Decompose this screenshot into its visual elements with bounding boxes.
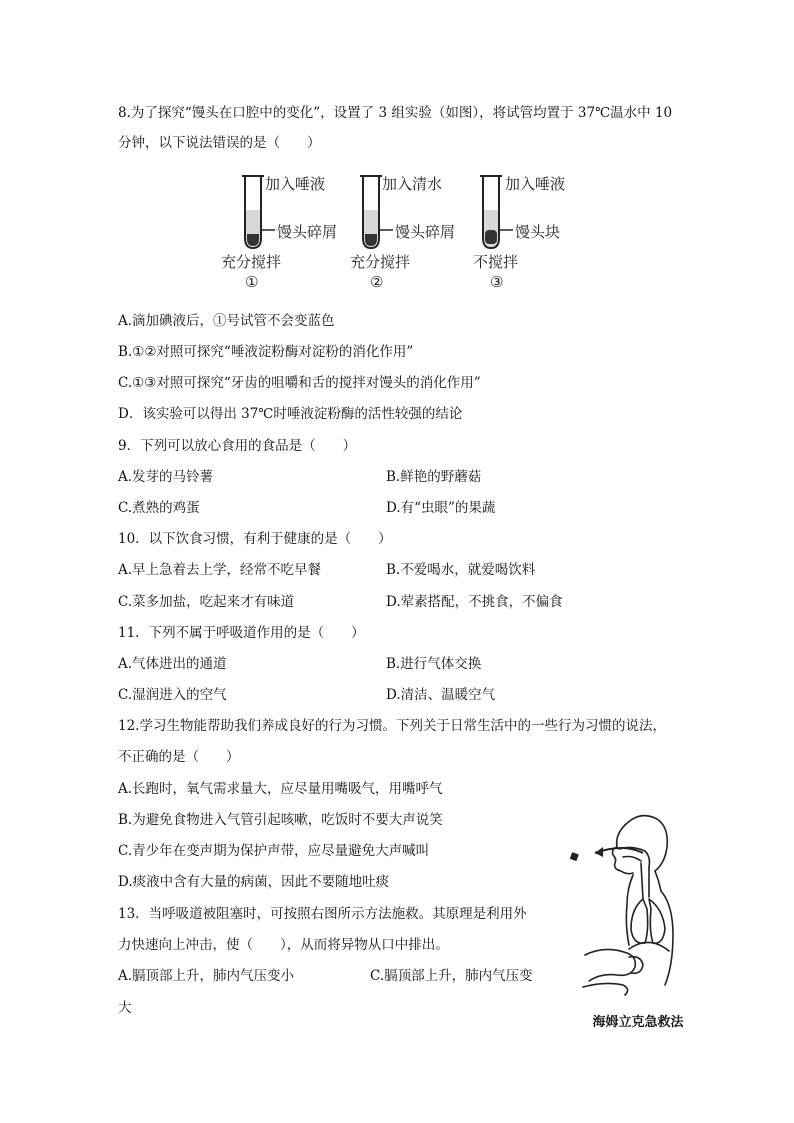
q10-option-d: D.荤素搭配，不挑食，不偏食 bbox=[386, 594, 563, 610]
q10-stem: 10．以下饮食习惯，有利于健康的是（ ） bbox=[118, 531, 392, 547]
q12-stem-line2: 不正确的是（ ） bbox=[118, 749, 240, 765]
tube2-top-label: 加入清水 bbox=[382, 175, 443, 193]
tube2-number: ② bbox=[370, 273, 384, 291]
tube3-side-label: 馒头块 bbox=[515, 223, 561, 241]
q8-stem-line2: 分钟，以下说法错误的是（ ） bbox=[118, 135, 321, 151]
q9-option-c: C.煮熟的鸡蛋 bbox=[118, 500, 200, 516]
q13-stem-line2: 力快速向上冲击，使（ ），从而将异物从口中排出。 bbox=[118, 937, 449, 953]
q11-stem: 11．下列不属于呼吸道作用的是（ ） bbox=[118, 625, 365, 641]
tube1-bottom-label: 充分搅拌 bbox=[221, 253, 282, 271]
tube3-bottom-label: 不搅拌 bbox=[473, 253, 519, 271]
q8-stem-line1: 8.为了探究“馒头在口腔中的变化”，设置了 3 组实验（如图），将试管均置于 37℃温水中 10 bbox=[118, 105, 673, 121]
q12-stem-line1: 12.学习生物能帮助我们养成良好的行为习惯。下列关于日常生活中的一些行为习惯的说法， bbox=[118, 718, 666, 734]
q11-option-c: C.湿润进入的空气 bbox=[118, 687, 227, 703]
tube1-side-label: 馒头碎屑 bbox=[277, 223, 338, 241]
q11-option-a: A.气体进出的通道 bbox=[118, 656, 227, 672]
q10-option-c: C.菜多加盐，吃起来才有味道 bbox=[118, 594, 295, 610]
q8-option-a: A.滴加碘液后，①号试管不会变蓝色 bbox=[118, 313, 335, 329]
q12-option-a: A.长跑时，氧气需求量大，应尽量用嘴吸气，用嘴呼气 bbox=[118, 781, 443, 797]
heimlich-caption: 海姆立克急救法 bbox=[592, 1015, 684, 1030]
q13-option-c-continued: 大 bbox=[118, 1000, 132, 1016]
q10-option-a: A.早上急着去上学，经常不吃早餐 bbox=[118, 562, 322, 578]
q8-option-d: D．该实验可以得出 37℃时唾液淀粉酶的活性较强的结论 bbox=[118, 406, 463, 422]
q12-option-c: C.青少年在变声期为保护声带，应尽量避免大声喊叫 bbox=[118, 843, 430, 859]
q13-option-a: A.膈顶部上升，肺内气压变小 bbox=[118, 968, 295, 984]
tube1-number: ① bbox=[245, 273, 259, 291]
tube2-bottom-label: 充分搅拌 bbox=[350, 253, 411, 271]
tube3-top-label: 加入唾液 bbox=[505, 175, 566, 193]
q11-option-d: D.清洁、温暖空气 bbox=[386, 687, 496, 703]
q13-option-c: C.膈顶部上升，肺内气压变 bbox=[370, 968, 533, 984]
test-tube-figure bbox=[215, 168, 566, 293]
tube3-number: ③ bbox=[490, 273, 504, 291]
q8-option-b: B.①②对照可探究“唾液淀粉酶对淀粉的消化作用” bbox=[118, 344, 414, 360]
q9-option-b: B.鲜艳的野蘑菇 bbox=[386, 469, 482, 485]
tube2-side-label: 馒头碎屑 bbox=[395, 223, 456, 241]
q8-option-c: C.①③对照可探究“牙齿的咀嚼和舌的搅拌对馒头的消化作用” bbox=[118, 375, 481, 391]
tube1-top-label: 加入唾液 bbox=[265, 175, 326, 193]
q13-stem-line1: 13．当呼吸道被阻塞时，可按照右图所示方法施救。其原理是利用外 bbox=[118, 906, 527, 922]
heimlich-illustration bbox=[565, 805, 695, 1015]
q10-option-b: B.不爱喝水，就爱喝饮料 bbox=[386, 562, 536, 578]
q11-option-b: B.进行气体交换 bbox=[386, 656, 482, 672]
q9-option-d: D.有“虫眼”的果蔬 bbox=[386, 500, 496, 516]
q9-stem: 9．下列可以放心食用的食品是（ ） bbox=[118, 438, 357, 454]
q9-option-a: A.发芽的马铃薯 bbox=[118, 469, 214, 485]
q12-option-b: B.为避免食物进入气管引起咳嗽，吃饭时不要大声说笑 bbox=[118, 812, 443, 828]
q12-option-d: D.痰液中含有大量的病菌，因此不要随地吐痰 bbox=[118, 874, 390, 890]
